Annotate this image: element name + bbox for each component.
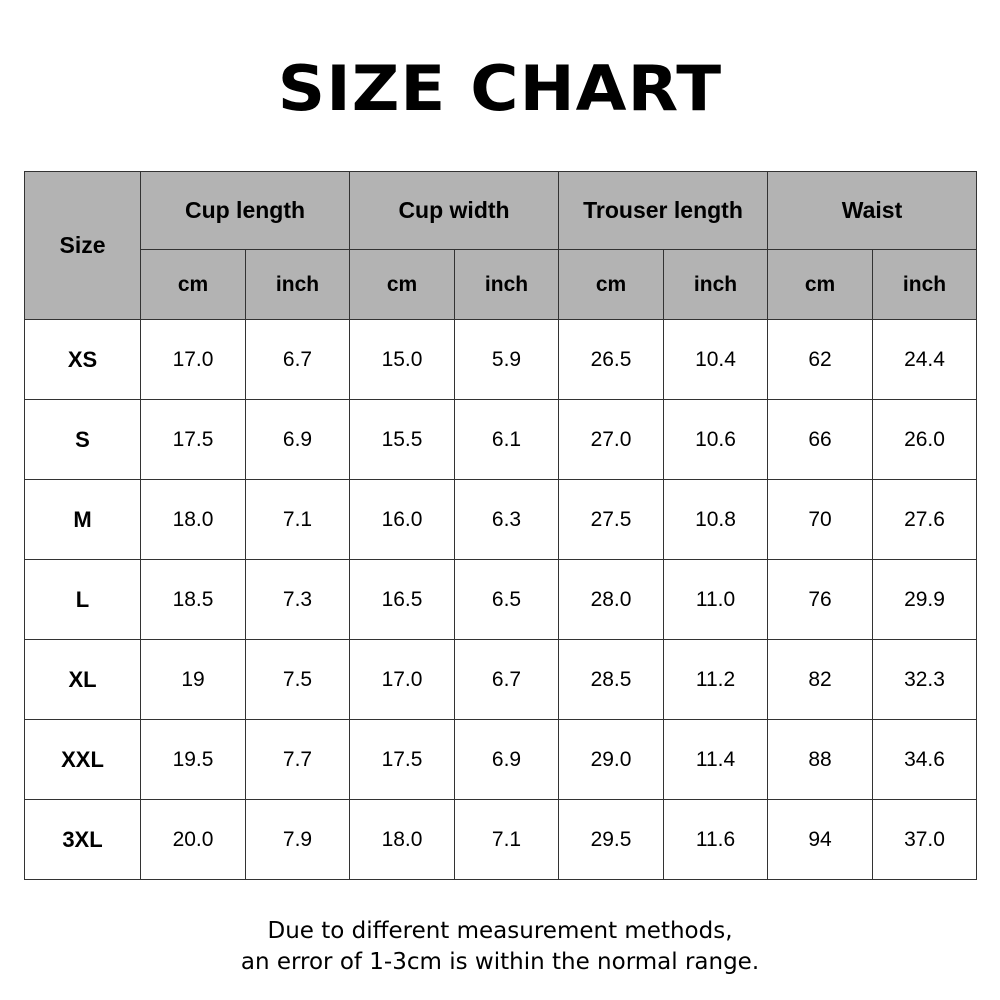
measurement-cell: 7.3	[246, 560, 350, 640]
measurement-cell: 11.0	[664, 560, 768, 640]
size-label-cell: 3XL	[25, 800, 141, 880]
measurement-cell: 62	[768, 320, 873, 400]
measurement-cell: 15.5	[350, 400, 455, 480]
measurement-cell: 70	[768, 480, 873, 560]
measurement-cell: 34.6	[873, 720, 977, 800]
measurement-cell: 15.0	[350, 320, 455, 400]
measurement-cell: 6.3	[455, 480, 559, 560]
note-line-1: Due to different measurement methods,	[267, 918, 733, 944]
measurement-cell: 11.4	[664, 720, 768, 800]
measurement-cell: 7.5	[246, 640, 350, 720]
measurement-cell: 26.0	[873, 400, 977, 480]
unit-header: inch	[246, 250, 350, 320]
measurement-cell: 94	[768, 800, 873, 880]
measurement-cell: 28.0	[559, 560, 664, 640]
header-row-groups	[25, 172, 977, 250]
measurement-cell: 6.7	[246, 320, 350, 400]
table-row	[25, 720, 977, 800]
note-line-2: an error of 1-3cm is within the normal range.	[240, 949, 760, 975]
size-label-cell: XL	[25, 640, 141, 720]
measurement-cell: 11.2	[664, 640, 768, 720]
measurement-cell: 7.9	[246, 800, 350, 880]
measurement-cell: 18.0	[350, 800, 455, 880]
measurement-cell: 17.5	[141, 400, 246, 480]
size-table-body	[25, 320, 977, 880]
table-row	[25, 640, 977, 720]
unit-header: cm	[141, 250, 246, 320]
measurement-cell: 26.5	[559, 320, 664, 400]
measurement-cell: 6.7	[455, 640, 559, 720]
table-row	[25, 560, 977, 640]
measurement-cell: 5.9	[455, 320, 559, 400]
measurement-cell: 76	[768, 560, 873, 640]
measurement-cell: 6.1	[455, 400, 559, 480]
measurement-cell: 16.0	[350, 480, 455, 560]
measurement-cell: 32.3	[873, 640, 977, 720]
measurement-cell: 29.0	[559, 720, 664, 800]
header-row-units	[25, 250, 977, 320]
measurement-cell: 29.5	[559, 800, 664, 880]
measurement-cell: 27.5	[559, 480, 664, 560]
table-row	[25, 320, 977, 400]
measurement-cell: 28.5	[559, 640, 664, 720]
measurement-cell: 7.1	[246, 480, 350, 560]
measurement-cell: 10.8	[664, 480, 768, 560]
group-header-cup-width: Cup width	[350, 172, 559, 250]
measurement-cell: 17.5	[350, 720, 455, 800]
size-label-cell: M	[25, 480, 141, 560]
measurement-cell: 19.5	[141, 720, 246, 800]
size-chart-table	[24, 171, 977, 880]
measurement-cell: 66	[768, 400, 873, 480]
measurement-cell: 17.0	[350, 640, 455, 720]
measurement-cell: 20.0	[141, 800, 246, 880]
measurement-cell: 24.4	[873, 320, 977, 400]
measurement-cell: 37.0	[873, 800, 977, 880]
measurement-cell: 10.4	[664, 320, 768, 400]
size-header: Size	[25, 172, 141, 320]
measurement-cell: 7.1	[455, 800, 559, 880]
unit-header: cm	[559, 250, 664, 320]
measurement-cell: 6.9	[455, 720, 559, 800]
page-title: SIZE CHART	[277, 52, 723, 125]
measurement-note	[0, 916, 1000, 978]
group-header-cup-length: Cup length	[141, 172, 350, 250]
measurement-cell: 16.5	[350, 560, 455, 640]
size-label-cell: S	[25, 400, 141, 480]
group-header-trouser-length: Trouser length	[559, 172, 768, 250]
size-label-cell: L	[25, 560, 141, 640]
measurement-cell: 82	[768, 640, 873, 720]
measurement-cell: 7.7	[246, 720, 350, 800]
size-label-cell: XS	[25, 320, 141, 400]
measurement-cell: 17.0	[141, 320, 246, 400]
measurement-cell: 88	[768, 720, 873, 800]
measurement-cell: 11.6	[664, 800, 768, 880]
unit-header: inch	[873, 250, 977, 320]
unit-header: cm	[350, 250, 455, 320]
measurement-cell: 18.0	[141, 480, 246, 560]
table-row	[25, 400, 977, 480]
table-row	[25, 800, 977, 880]
measurement-cell: 6.5	[455, 560, 559, 640]
unit-header: inch	[664, 250, 768, 320]
unit-header: inch	[455, 250, 559, 320]
measurement-cell: 29.9	[873, 560, 977, 640]
measurement-cell: 27.0	[559, 400, 664, 480]
group-header-waist: Waist	[768, 172, 977, 250]
measurement-cell: 10.6	[664, 400, 768, 480]
measurement-cell: 19	[141, 640, 246, 720]
unit-header: cm	[768, 250, 873, 320]
measurement-cell: 6.9	[246, 400, 350, 480]
measurement-cell: 18.5	[141, 560, 246, 640]
size-label-cell: XXL	[25, 720, 141, 800]
measurement-cell: 27.6	[873, 480, 977, 560]
table-row	[25, 480, 977, 560]
